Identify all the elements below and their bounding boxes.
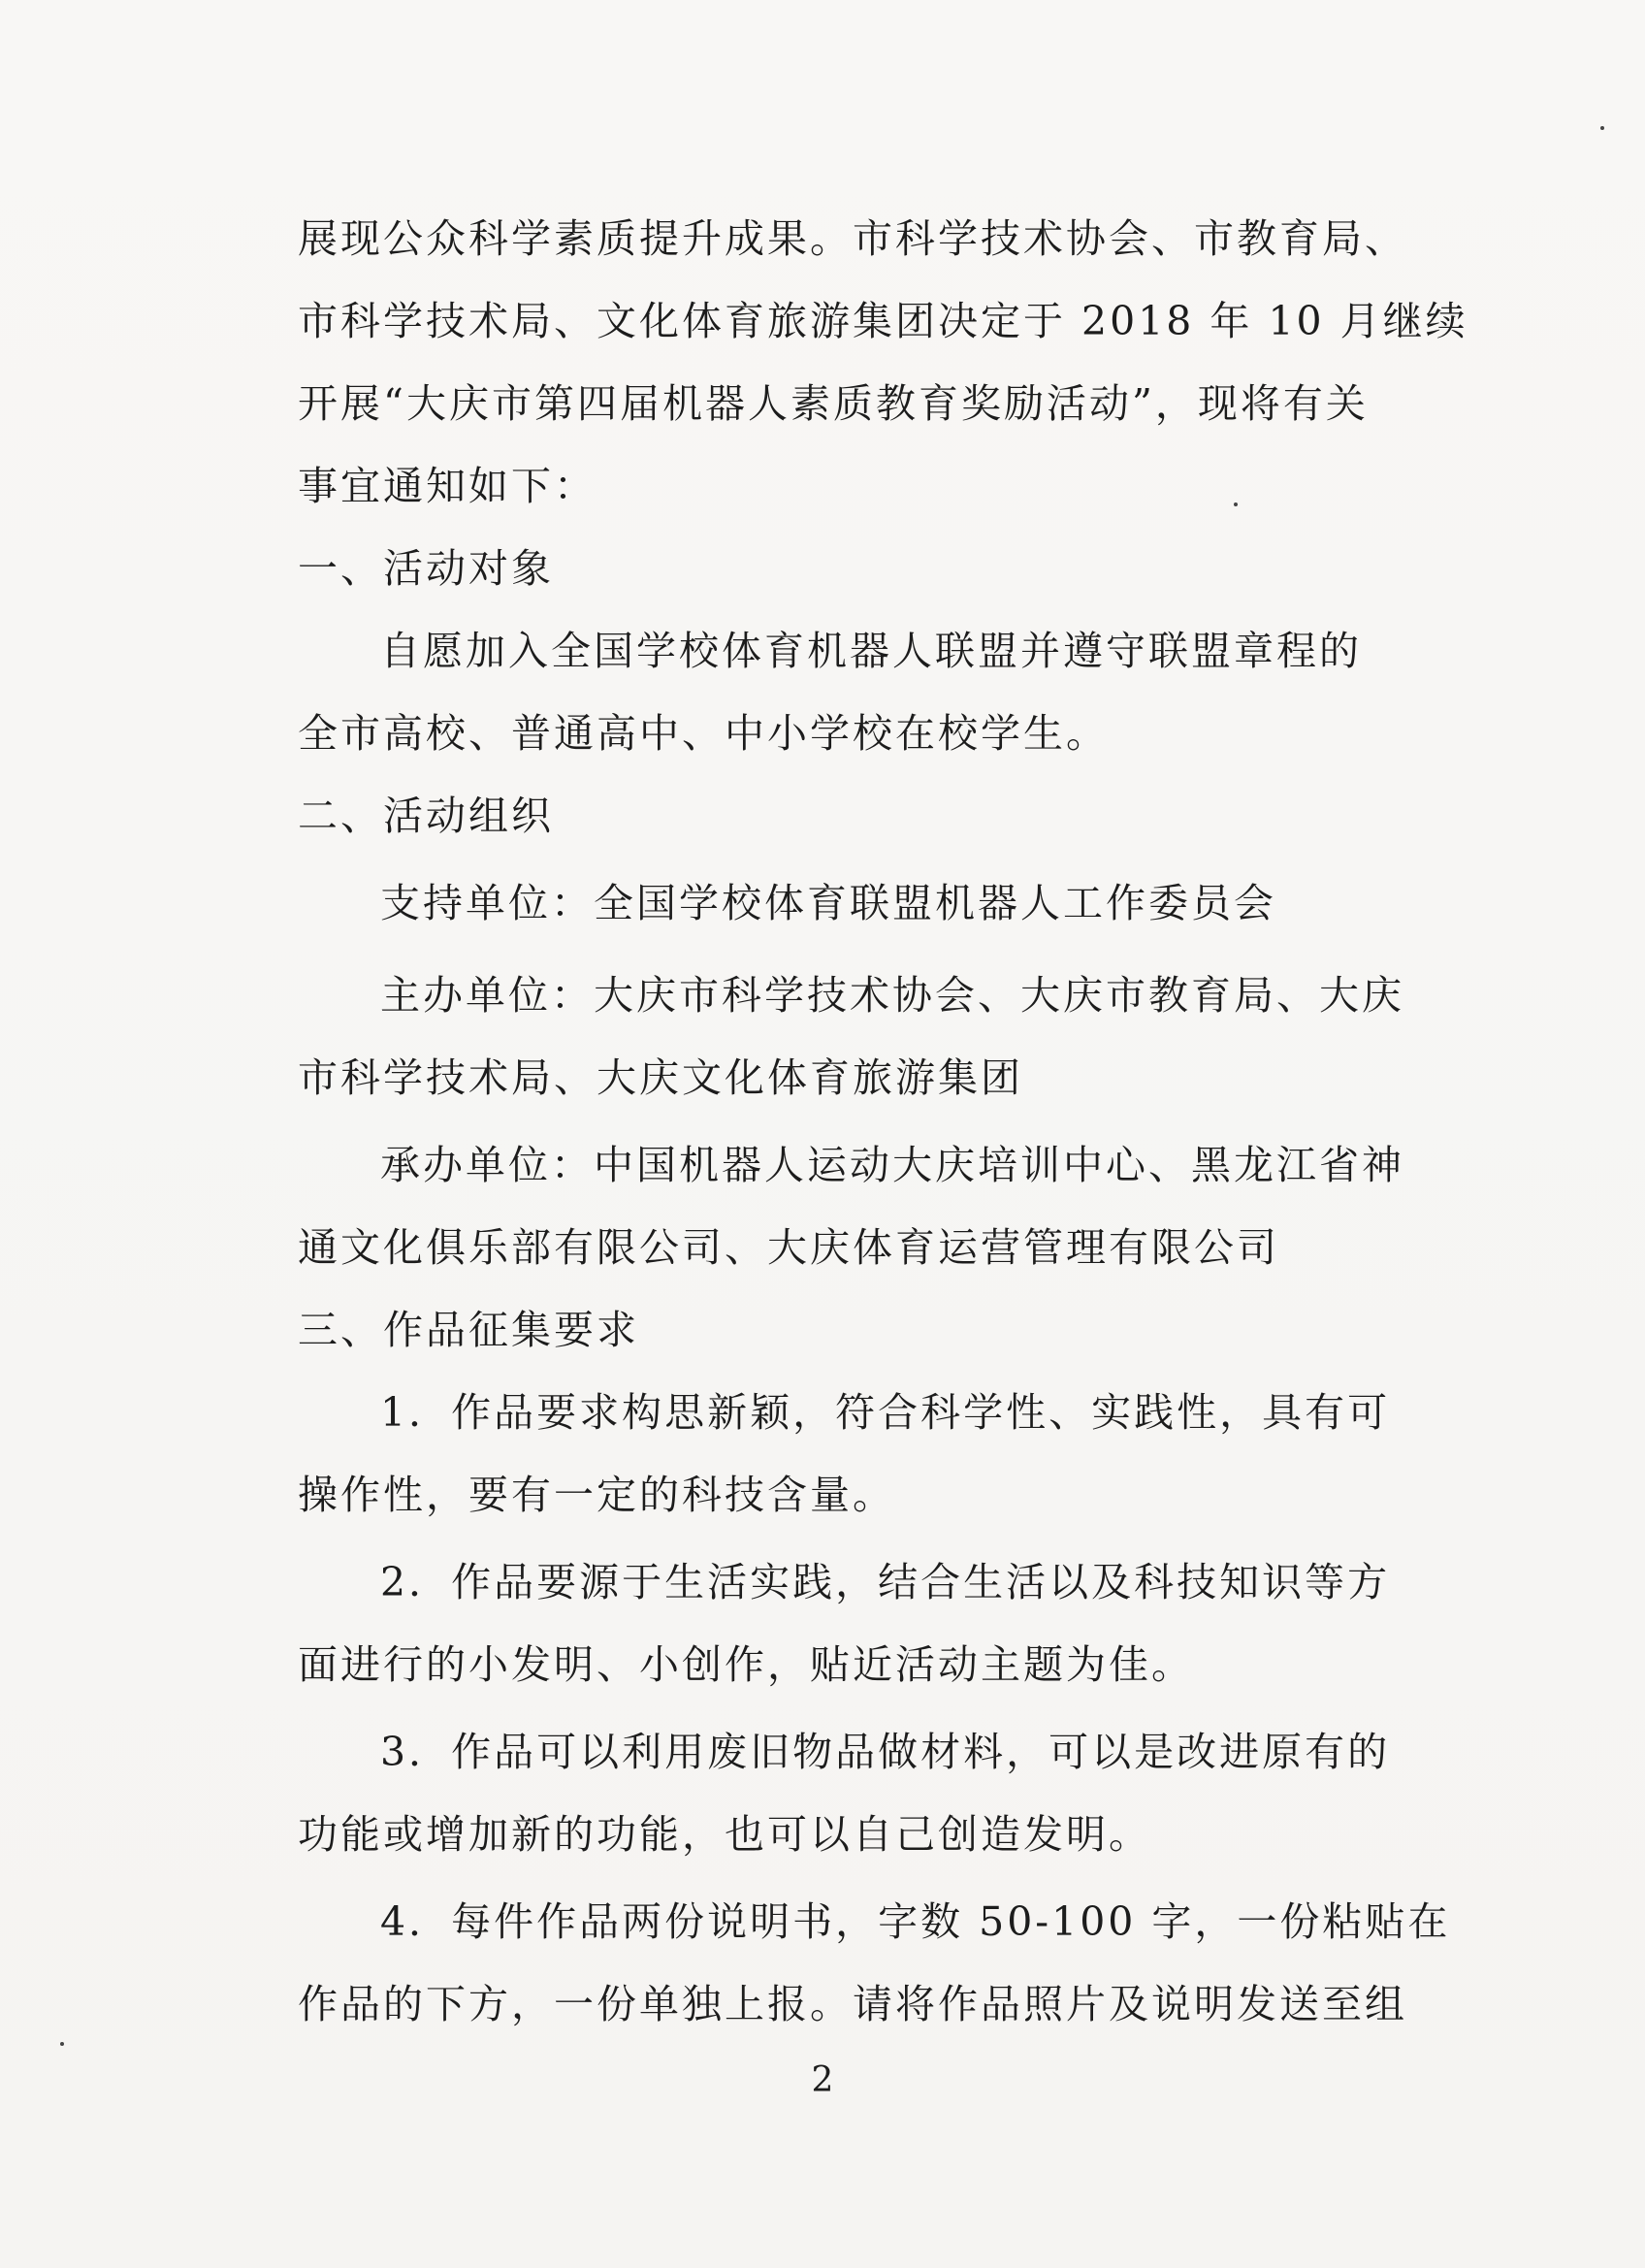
list-item: 4．每件作品两份说明书，字数 50-100 字，一份粘贴在 (380, 1898, 1451, 1945)
text-line: 展现公众科学素质提升成果。市科学技术协会、市教育局、 (298, 215, 1407, 262)
text-line: 全市高校、普通高中、中小学校在校学生。 (298, 710, 1109, 757)
list-item: 3．作品可以利用废旧物品做材料，可以是改进原有的 (380, 1729, 1391, 1775)
text-line: 作品的下方，一份单独上报。请将作品照片及说明发送至组 (298, 1981, 1407, 2027)
text-line: 操作性，要有一定的科技含量。 (298, 1472, 895, 1518)
text-line: 功能或增加新的功能，也可以自己创造发明。 (298, 1811, 1151, 1858)
text-line: 主办单位：大庆市科学技术协会、大庆市教育局、大庆 (380, 972, 1404, 1019)
list-item: 2．作品要源于生活实践，结合生活以及科技知识等方 (380, 1559, 1391, 1605)
text-line: 事宜通知如下： (298, 463, 597, 509)
text-line: 承办单位：中国机器人运动大庆培训中心、黑龙江省神 (380, 1142, 1404, 1188)
section-heading: 三、作品征集要求 (298, 1307, 639, 1353)
scan-speck (60, 2042, 64, 2046)
text-line: 支持单位：全国学校体育联盟机器人工作委员会 (380, 880, 1276, 926)
page-number: 2 (811, 2060, 834, 2100)
text-line: 面进行的小发明、小创作，贴近活动主题为佳。 (298, 1641, 1194, 1688)
text-line: 市科学技术局、大庆文化体育旅游集团 (298, 1054, 1023, 1101)
list-item: 1．作品要求构思新颖，符合科学性、实践性，具有可 (380, 1389, 1391, 1436)
section-heading: 一、活动对象 (298, 545, 554, 592)
text-line: 自愿加入全国学校体育机器人联盟并遵守联盟章程的 (380, 628, 1362, 674)
text-line: 通文化俱乐部有限公司、大庆体育运营管理有限公司 (298, 1224, 1279, 1271)
scan-speck (1234, 502, 1238, 506)
text-line: 开展“大庆市第四届机器人素质教育奖励活动”，现将有关 (298, 380, 1369, 427)
text-line: 市科学技术局、文化体育旅游集团决定于 2018 年 10 月继续 (298, 298, 1468, 344)
scan-speck (1600, 126, 1604, 130)
section-heading: 二、活动组织 (298, 793, 554, 839)
